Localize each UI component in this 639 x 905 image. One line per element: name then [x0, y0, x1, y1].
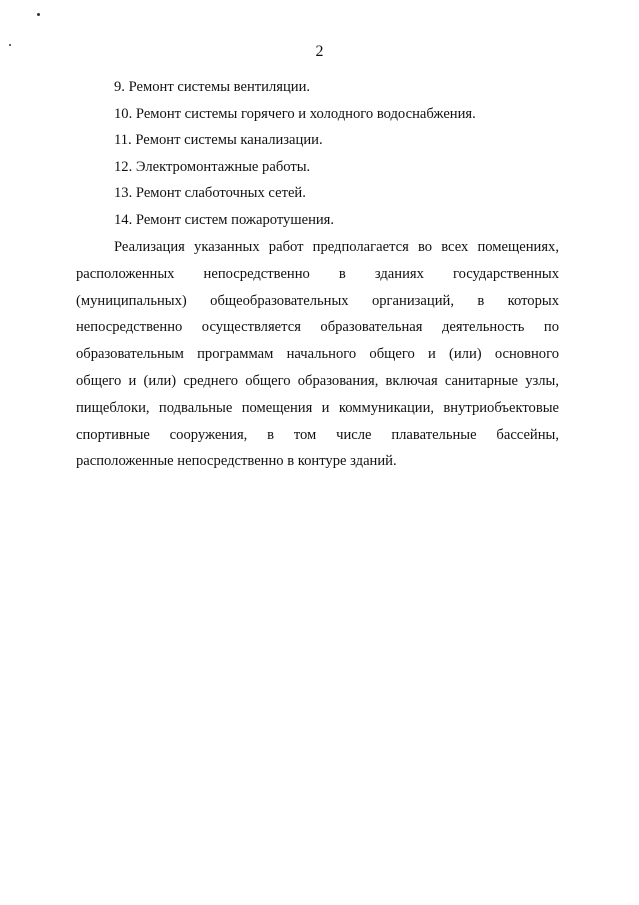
paragraph-line: расположенных непосредственно в зданиях государственных: [76, 265, 559, 282]
paragraph-line: спортивные сооружения, в том числе плавательные бассейны,: [76, 426, 559, 443]
body-paragraph: [76, 234, 559, 475]
paragraph-line: пищеблоки, подвальные помещения и коммуникации, внутриобъектовые: [76, 399, 559, 416]
paragraph-line: (муниципальных) общеобразовательных организаций, в которых: [76, 292, 559, 309]
paragraph-line: общего и (или) среднего общего образования, включая санитарные узлы,: [76, 372, 559, 389]
paragraph-line: расположенные непосредственно в контуре зданий.: [76, 453, 397, 470]
list-item: 14. Ремонт систем пожаротушения.: [114, 211, 335, 228]
paragraph-line: Реализация указанных работ предполагается во всех помещениях,: [114, 239, 559, 255]
list-item: 12. Электромонтажные работы.: [114, 158, 311, 175]
repair-works-list: [114, 77, 476, 237]
list-item: 9. Ремонт системы вентиляции.: [114, 79, 311, 95]
paragraph-line: непосредственно осуществляется образовательная деятельность по: [76, 319, 559, 336]
page-number: 2: [315, 43, 324, 60]
paragraph-line: образовательным программам начального общего и (или) основного: [76, 346, 559, 363]
scan-speck: [37, 13, 40, 16]
list-item: 11. Ремонт системы канализации.: [114, 132, 323, 149]
list-item: 10. Ремонт системы горячего и холодного водоснабжения.: [114, 105, 476, 122]
list-item: 13. Ремонт слаботочных сетей.: [114, 185, 306, 202]
